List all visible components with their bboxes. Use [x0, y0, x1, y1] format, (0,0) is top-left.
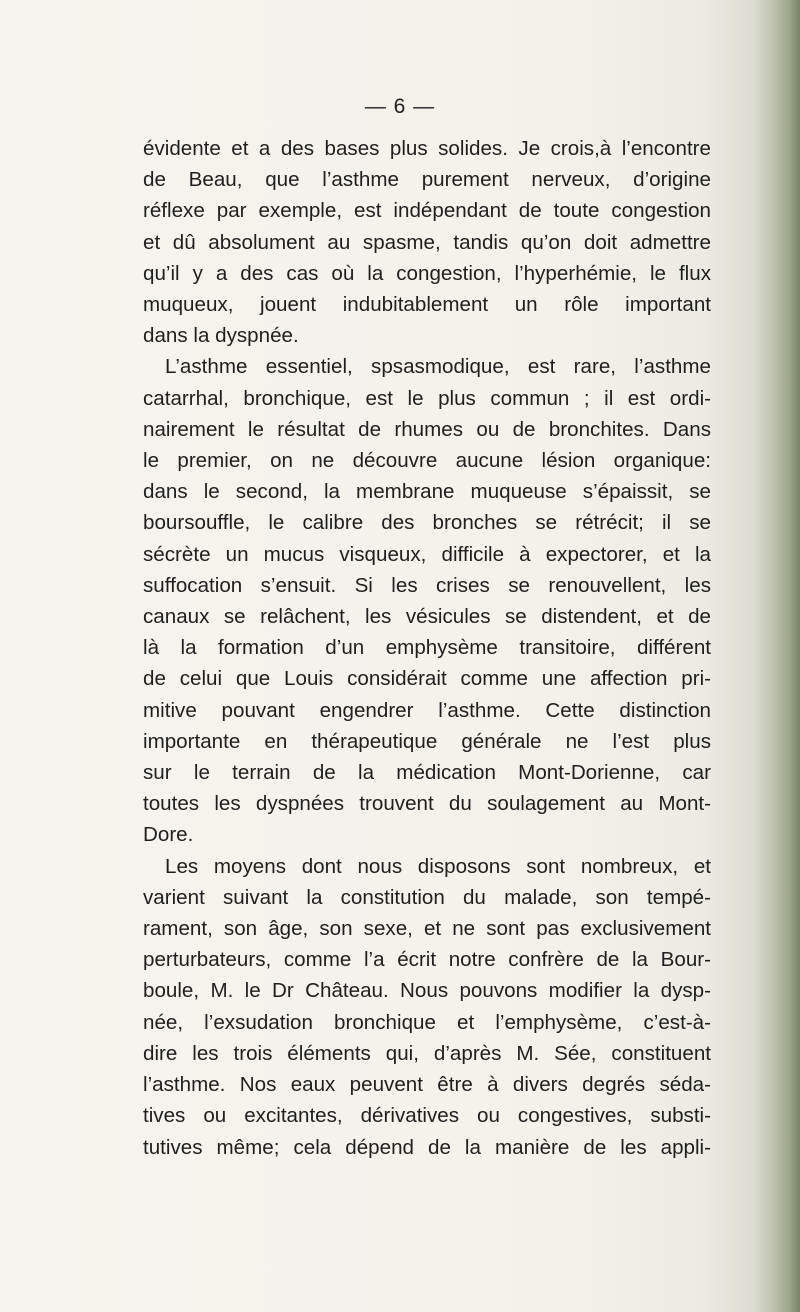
- text-line: tutives même; cela dépend de la manière de les appli-: [143, 1135, 711, 1159]
- text-line: le premier, on ne découvre aucune lésion organique:: [143, 449, 711, 473]
- text-line: évidente et a des bases plus solides. Je crois,à l’encontre: [143, 137, 711, 160]
- text-line: perturbateurs, comme l’a écrit notre confrère de la Bour-: [143, 948, 711, 972]
- text-line: et dû absolument au spasme, tandis qu’on doit admettre: [143, 230, 711, 254]
- body-text: [143, 133, 711, 1163]
- text-line: de celui que Louis considérait comme une affection pri-: [143, 667, 711, 691]
- text-line: là la formation d’un emphysème transitoire, différent: [143, 636, 711, 660]
- text-line: L’asthme essentiel, spsasmodique, est rare, l’asthme: [165, 355, 711, 379]
- text-line: dans la dyspnée.: [143, 324, 299, 348]
- text-line: canaux se relâchent, les vésicules se distendent, et de: [143, 605, 711, 629]
- text-line: nairement le résultat de rhumes ou de bronchites. Dans: [143, 417, 711, 441]
- text-line: sur le terrain de la médication Mont-Dorienne, car: [143, 761, 711, 785]
- text-line: de Beau, que l’asthme purement nerveux, d’origine: [143, 168, 711, 192]
- text-line: Dore.: [143, 823, 194, 847]
- text-line: suffocation s’ensuit. Si les crises se renouvellent, les: [143, 573, 711, 597]
- text-line: qu’il y a des cas où la congestion, l’hyperhémie, le flux: [143, 261, 711, 285]
- text-line: réflexe par exemple, est indépendant de toute congestion: [143, 199, 711, 223]
- text-line: Les moyens dont nous disposons sont nombreux, et: [165, 854, 711, 878]
- text-line: rament, son âge, son sexe, et ne sont pas exclusivement: [143, 917, 711, 941]
- page-number: — 6 —: [364, 95, 436, 118]
- text-line: tives ou excitantes, dérivatives ou congestives, substi-: [143, 1104, 711, 1128]
- text-line: toutes les dyspnées trouvent du soulagement au Mont-: [143, 792, 711, 816]
- text-line: boule, M. le Dr Château. Nous pouvons modifier la dysp-: [143, 979, 711, 1003]
- text-line: catarrhal, bronchique, est le plus commun ; il est ordi-: [143, 386, 711, 410]
- text-line: dire les trois éléments qui, d’après M. Sée, constituent: [143, 1041, 711, 1065]
- text-line: l’asthme. Nos eaux peuvent être à divers degrés séda-: [143, 1073, 711, 1097]
- text-line: muqueux, jouent indubitablement un rôle important: [143, 293, 711, 317]
- text-line: sécrète un mucus visqueux, difficile à expectorer, et la: [143, 542, 711, 566]
- page-edge-shadow: [754, 0, 800, 1312]
- text-line: importante en thérapeutique générale ne l’est plus: [143, 729, 711, 753]
- text-line: boursouffle, le calibre des bronches se rétrécit; il se: [143, 511, 711, 535]
- text-line: mitive pouvant engendrer l’asthme. Cette distinction: [143, 698, 711, 722]
- text-line: née, l’exsudation bronchique et l’emphysème, c’est-à-: [143, 1010, 711, 1034]
- text-line: varient suivant la constitution du malade, son tempé-: [143, 885, 711, 909]
- text-line: dans le second, la membrane muqueuse s’épaissit, se: [143, 480, 711, 504]
